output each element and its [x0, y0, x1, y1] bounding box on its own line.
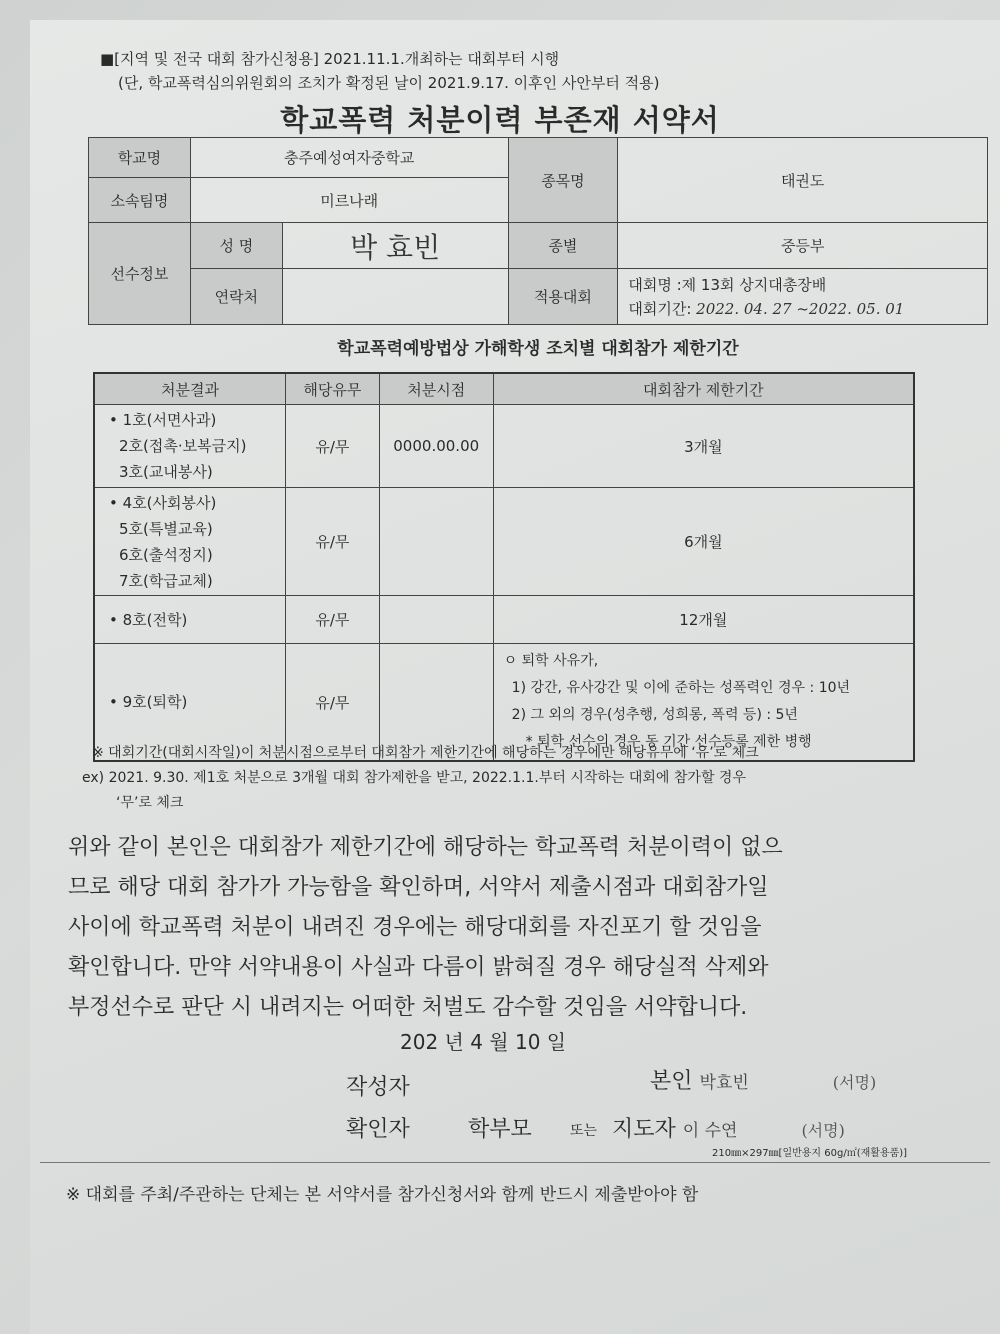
- codes-4-7: • 4호(사회봉사) 5호(특별교육) 6호(출석정지) 7호(학급교체): [94, 488, 286, 596]
- sport-value: 태권도: [618, 138, 988, 223]
- self-stamp: (서명): [832, 1073, 877, 1092]
- contact-label: 연락처: [190, 269, 282, 325]
- col-header-applicable: 해당유무: [286, 373, 380, 405]
- self-label: 본인: [650, 1069, 693, 1094]
- pledge-text: 위와 같이 본인은 대회참가 제한기간에 해당하는 학교폭력 처분이력이 없으 므로 해당 대회 참가가 가능함을 확인하며, 서약서 제출시점과 대회참가일 사이에 학교폭력 처분이 내려진 경우에는 해당대회를 자진포기 할 것임을 확인합니다. 만약 서약내용이 사실과 다름이 밝혀질 경우 해당실적 삭제와 부정선수로 판단 시 내려지는 어떠한 처벌도 감수할 것임을 서약합니다.: [68, 835, 783, 1020]
- applicable-checkbox[interactable]: 유/무: [286, 488, 380, 596]
- expulsion-reasons: ㅇ 퇴학 사유가, 1) 강간, 유사강간 및 이에 준하는 성폭력인 경우 : 10년 2) 그 외의 경우(성추행, 성희롱, 폭력 등) : 5년 * 퇴학 선수의 경우 동 기간 선수등록 제한 병행: [493, 644, 914, 762]
- director-label: 지도자: [612, 1117, 676, 1142]
- document-title: 학교폭력 처분이력 부존재 서약서: [280, 103, 720, 137]
- sanctions-table: [93, 372, 915, 762]
- applicable-checkbox[interactable]: 유/무: [286, 644, 380, 762]
- school-value: 충주예성여자중학교: [190, 138, 508, 178]
- sanction-date: [379, 596, 493, 644]
- school-label: 학교명: [89, 138, 191, 178]
- self-signature: [650, 1064, 876, 1095]
- sanction-date: [379, 488, 493, 596]
- category-label: 종별: [508, 223, 618, 269]
- note-line-3: ‘무’로 체크: [116, 795, 184, 811]
- event-label: 적용대회: [508, 269, 618, 325]
- note-line-2: ex) 2021. 9.30. 제1호 처분으로 3개월 대회 참가제한을 받고, 2022.1.1.부터 시작하는 대회에 참가할 경우: [82, 770, 746, 786]
- writer-label: 작성자: [346, 1075, 410, 1100]
- team-label: 소속팀명: [89, 178, 191, 223]
- event-period-label: 대회기간:: [628, 299, 692, 318]
- director-name: 이 수연: [682, 1121, 738, 1141]
- self-name: 박효빈: [699, 1073, 749, 1093]
- applicable-checkbox[interactable]: 유/무: [286, 596, 380, 644]
- guardian-label: 학부모: [468, 1117, 532, 1142]
- event-period: [628, 297, 987, 321]
- col-header-date: 처분시점: [379, 373, 493, 405]
- table-row: [94, 488, 914, 596]
- codes-9: • 9호(퇴학): [94, 644, 286, 762]
- or-label: 또는: [570, 1123, 598, 1139]
- name-label: 성 명: [190, 223, 282, 269]
- director-signature: [612, 1112, 845, 1143]
- header-line-1: ■[지역 및 전국 대회 참가신청용] 2021.11.1.개최하는 대회부터 시행: [100, 50, 560, 68]
- table-row: [94, 596, 914, 644]
- col-header-result: 처분결과: [94, 373, 286, 405]
- player-info-label: 선수정보: [89, 223, 191, 325]
- restriction-period: 3개월: [493, 405, 914, 488]
- director-stamp: (서명): [801, 1121, 845, 1140]
- restriction-period: 12개월: [493, 596, 914, 644]
- contact-value: [282, 269, 508, 325]
- codes-8: • 8호(전학): [94, 596, 286, 644]
- team-value: 미르나래: [190, 178, 508, 223]
- sanction-date: 0000.00.00: [379, 405, 493, 488]
- applicable-checkbox[interactable]: 유/무: [286, 405, 380, 488]
- category-value: 중등부: [618, 223, 988, 269]
- header-line-2: (단, 학교폭력심의위원회의 조치가 확정된 날이 2021.9.17. 이후인 사안부터 적용): [118, 74, 660, 92]
- table-row: [94, 405, 914, 488]
- event-name: 대회명 :제 13회 상지대총장배: [628, 275, 827, 294]
- event-cell: [618, 269, 988, 325]
- pledge-date: 202 년 4 월 10 일: [400, 1030, 567, 1054]
- note-line-1: ※ 대회기간(대회시작일)이 처분시점으로부터 대회참가 제한기간에 해당하는 경우에만 해당유무에 ‘유’로 체크: [92, 745, 759, 761]
- codes-1-3: • 1호(서면사과) 2호(접촉·보복금지) 3호(교내봉사): [94, 405, 286, 488]
- col-header-period: 대회참가 제한기간: [493, 373, 914, 405]
- sport-label: 종목명: [508, 138, 618, 223]
- checker-label: 확인자: [346, 1117, 410, 1142]
- footer-note: ※ 대회를 주최/주관하는 단체는 본 서약서를 참가신청서와 함께 반드시 제출받아야 함: [66, 1185, 699, 1205]
- paper-spec: 210㎜×297㎜[일반용지 60g/㎡(재활용품)]: [712, 1148, 908, 1159]
- sanctions-subtitle: 학교폭력예방법상 가해학생 조치별 대회참가 제한기간: [337, 339, 739, 359]
- divider: [40, 1162, 990, 1163]
- event-period-value: 2022. 04. 27 ~2022. 05. 01: [696, 299, 905, 318]
- restriction-period: 6개월: [493, 488, 914, 596]
- name-value: 박 효빈: [282, 223, 508, 269]
- player-info-table: [88, 137, 988, 325]
